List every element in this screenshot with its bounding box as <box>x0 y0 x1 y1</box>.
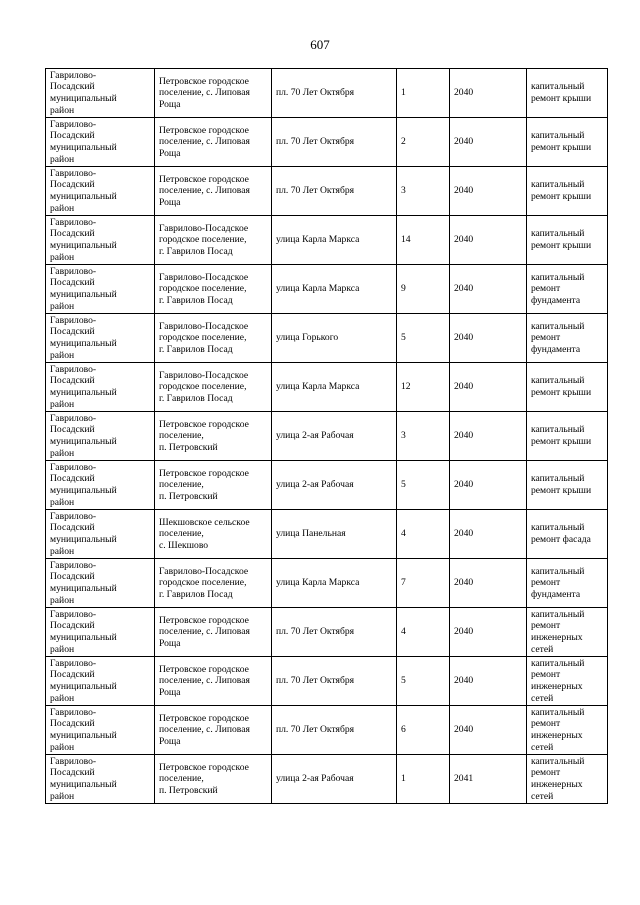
cell-line: Петровское городское <box>159 663 249 675</box>
year-cell: 2040 <box>450 265 527 314</box>
cell-line: ремонт фасада <box>531 534 591 545</box>
cell-line: район <box>50 300 75 312</box>
table-row <box>46 461 608 510</box>
cell-line: муниципальный <box>50 632 117 643</box>
table-row <box>46 706 608 755</box>
work-type-cell <box>527 706 608 755</box>
cell-line: поселение, <box>159 528 204 540</box>
cell-line: с. Шекшово <box>159 539 209 551</box>
cell-line: Роща <box>159 196 181 208</box>
cell-line: Гаврилово- <box>50 608 97 620</box>
settlement-cell <box>155 510 272 559</box>
district-cell <box>46 314 155 363</box>
work-type-cell <box>527 118 608 167</box>
cell-line: поселение, с. Липовая <box>159 185 250 197</box>
cell-line: муниципальный <box>50 779 117 790</box>
cell-line: район <box>50 692 75 704</box>
cell-line: Гаврилово-Посадское <box>159 222 249 234</box>
cell-line: капитальный <box>531 657 585 669</box>
work-type-cell <box>527 608 608 657</box>
cell-line: поселение, с. Липовая <box>159 87 250 99</box>
work-type-cell <box>527 559 608 608</box>
cell-line: сетей <box>531 692 554 704</box>
cell-line: г. Гаврилов Посад <box>159 294 233 306</box>
cell-line: городское поселение, <box>159 283 247 295</box>
district-cell <box>46 559 155 608</box>
cell-line: ремонт <box>531 283 561 295</box>
cell-line: капитальный <box>531 424 585 436</box>
house-number-cell: 4 <box>397 608 450 657</box>
cell-line: Посадский <box>50 375 95 387</box>
cell-line: Роща <box>159 686 181 698</box>
cell-line: Роща <box>159 637 181 649</box>
cell-line: Гаврилово- <box>50 657 97 669</box>
table-body <box>46 69 608 804</box>
year-cell: 2040 <box>450 559 527 608</box>
cell-line: Роща <box>159 735 181 747</box>
cell-line: Посадский <box>50 571 95 583</box>
settlement-cell <box>155 657 272 706</box>
cell-line: муниципальный <box>50 240 117 251</box>
cell-line: Посадский <box>50 522 95 534</box>
cell-line: сетей <box>531 790 554 802</box>
table-row <box>46 265 608 314</box>
cell-line: муниципальный <box>50 387 117 398</box>
cell-line: Роща <box>159 98 181 110</box>
cell-line: капитальный <box>531 608 585 620</box>
cell-line: капитальный <box>531 565 585 577</box>
year-cell: 2040 <box>450 657 527 706</box>
cell-line: Гаврилово- <box>50 755 97 767</box>
house-number-cell: 4 <box>397 510 450 559</box>
settlement-cell <box>155 363 272 412</box>
house-number-cell: 7 <box>397 559 450 608</box>
cell-line: ремонт крыши <box>531 240 592 251</box>
cell-line: поселение, <box>159 773 204 785</box>
cell-line: Посадский <box>50 473 95 485</box>
table-row <box>46 559 608 608</box>
cell-line: муниципальный <box>50 289 117 300</box>
cell-line: Посадский <box>50 424 95 436</box>
cell-line: Гаврилово- <box>50 265 97 277</box>
work-type-cell <box>527 167 608 216</box>
cell-line: Посадский <box>50 228 95 240</box>
cell-line: Гаврилово- <box>50 412 97 424</box>
year-cell: 2040 <box>450 363 527 412</box>
cell-line: Петровское городское <box>159 173 249 185</box>
house-number-cell: 1 <box>397 69 450 118</box>
house-number-cell: 5 <box>397 657 450 706</box>
work-type-cell <box>527 510 608 559</box>
street-cell: улица Карла Маркса <box>272 363 397 412</box>
work-type-cell <box>527 265 608 314</box>
cell-line: Шекшовское сельское <box>159 516 250 528</box>
year-cell: 2040 <box>450 167 527 216</box>
cell-line: Гаврилово- <box>50 69 97 81</box>
cell-line: район <box>50 790 75 802</box>
cell-line: инженерных <box>531 730 583 741</box>
district-cell <box>46 363 155 412</box>
street-cell: пл. 70 Лет Октября <box>272 657 397 706</box>
settlement-cell <box>155 706 272 755</box>
year-cell: 2040 <box>450 510 527 559</box>
street-cell: улица Горького <box>272 314 397 363</box>
house-number-cell: 6 <box>397 706 450 755</box>
year-cell: 2040 <box>450 314 527 363</box>
district-cell <box>46 755 155 804</box>
work-type-cell <box>527 216 608 265</box>
district-cell <box>46 265 155 314</box>
table-row <box>46 363 608 412</box>
house-number-cell: 3 <box>397 167 450 216</box>
cell-line: ремонт крыши <box>531 387 592 398</box>
settlement-cell <box>155 412 272 461</box>
year-cell: 2040 <box>450 118 527 167</box>
cell-line: ремонт <box>531 620 561 632</box>
cell-line: Гаврилово- <box>50 118 97 130</box>
year-cell: 2041 <box>450 755 527 804</box>
cell-line: Петровское городское <box>159 761 249 773</box>
cell-line: капитальный <box>531 130 585 142</box>
cell-line: район <box>50 104 75 116</box>
cell-line: Петровское городское <box>159 467 249 479</box>
cell-line: район <box>50 398 75 410</box>
cell-line: инженерных <box>531 681 583 692</box>
cell-line: ремонт крыши <box>531 93 592 104</box>
table-row <box>46 412 608 461</box>
cell-line: Посадский <box>50 130 95 142</box>
cell-line: Гаврилово- <box>50 167 97 179</box>
district-cell <box>46 461 155 510</box>
table-row <box>46 510 608 559</box>
cell-line: муниципальный <box>50 142 117 153</box>
cell-line: Посадский <box>50 326 95 338</box>
cell-line: п. Петровский <box>159 490 218 502</box>
cell-line: сетей <box>531 643 554 655</box>
cell-line: район <box>50 251 75 263</box>
year-cell: 2040 <box>450 412 527 461</box>
cell-line: инженерных <box>531 632 583 643</box>
street-cell: улица Карла Маркса <box>272 265 397 314</box>
table-row <box>46 755 608 804</box>
cell-line: капитальный <box>531 320 585 332</box>
cell-line: капитальный <box>531 473 585 485</box>
cell-line: г. Гаврилов Посад <box>159 588 233 600</box>
work-type-cell <box>527 363 608 412</box>
cell-line: Посадский <box>50 620 95 632</box>
settlement-cell <box>155 755 272 804</box>
cell-line: Гаврилово- <box>50 510 97 522</box>
page-number: 607 <box>310 37 330 52</box>
cell-line: Посадский <box>50 669 95 681</box>
street-cell: улица 2-ая Рабочая <box>272 461 397 510</box>
cell-line: ремонт <box>531 767 561 779</box>
street-cell: пл. 70 Лет Октября <box>272 167 397 216</box>
cell-line: Роща <box>159 147 181 159</box>
work-type-cell <box>527 755 608 804</box>
settlement-cell <box>155 216 272 265</box>
cell-line: Петровское городское <box>159 614 249 626</box>
cell-line: Посадский <box>50 277 95 289</box>
cell-line: муниципальный <box>50 730 117 741</box>
cell-line: ремонт крыши <box>531 142 592 153</box>
settlement-cell <box>155 69 272 118</box>
cell-line: поселение, с. Липовая <box>159 136 250 148</box>
cell-line: ремонт <box>531 718 561 730</box>
cell-line: район <box>50 741 75 753</box>
cell-line: Гаврилово- <box>50 559 97 571</box>
cell-line: Гаврилово-Посадское <box>159 271 249 283</box>
cell-line: Гаврилово-Посадское <box>159 320 249 332</box>
cell-line: поселение, с. Липовая <box>159 724 250 736</box>
cell-line: капитальный <box>531 81 585 93</box>
street-cell: пл. 70 Лет Октября <box>272 608 397 657</box>
district-cell <box>46 167 155 216</box>
district-cell <box>46 118 155 167</box>
cell-line: Гаврилово-Посадское <box>159 565 249 577</box>
cell-line: муниципальный <box>50 436 117 447</box>
cell-line: Петровское городское <box>159 418 249 430</box>
cell-line: фундамента <box>531 294 581 306</box>
cell-line: район <box>50 202 75 214</box>
cell-line: п. Петровский <box>159 441 218 453</box>
house-number-cell: 12 <box>397 363 450 412</box>
cell-line: район <box>50 545 75 557</box>
table-row <box>46 608 608 657</box>
cell-line: ремонт крыши <box>531 436 592 447</box>
district-cell <box>46 412 155 461</box>
table-row <box>46 167 608 216</box>
cell-line: городское поселение, <box>159 234 247 246</box>
street-cell: улица Панельная <box>272 510 397 559</box>
work-type-cell <box>527 314 608 363</box>
cell-line: г. Гаврилов Посад <box>159 343 233 355</box>
cell-line: муниципальный <box>50 485 117 496</box>
table-row <box>46 69 608 118</box>
cell-line: Гаврилово- <box>50 216 97 228</box>
cell-line: Посадский <box>50 179 95 191</box>
year-cell: 2040 <box>450 216 527 265</box>
cell-line: муниципальный <box>50 534 117 545</box>
house-number-cell: 5 <box>397 461 450 510</box>
table-row <box>46 657 608 706</box>
cell-line: Гаврилово- <box>50 363 97 375</box>
cell-line: Петровское городское <box>159 712 249 724</box>
cell-line: капитальный <box>531 179 585 191</box>
district-cell <box>46 608 155 657</box>
house-number-cell: 14 <box>397 216 450 265</box>
cell-line: район <box>50 643 75 655</box>
street-cell: пл. 70 Лет Октября <box>272 706 397 755</box>
table-row <box>46 314 608 363</box>
house-number-cell: 5 <box>397 314 450 363</box>
cell-line: Посадский <box>50 767 95 779</box>
cell-line: фундамента <box>531 588 581 600</box>
work-type-cell <box>527 69 608 118</box>
district-cell <box>46 510 155 559</box>
settlement-cell <box>155 461 272 510</box>
cell-line: Петровское городское <box>159 124 249 136</box>
repair-schedule-table <box>45 68 608 804</box>
district-cell <box>46 69 155 118</box>
cell-line: муниципальный <box>50 338 117 349</box>
settlement-cell <box>155 559 272 608</box>
house-number-cell: 1 <box>397 755 450 804</box>
district-cell <box>46 706 155 755</box>
settlement-cell <box>155 118 272 167</box>
cell-line: капитальный <box>531 522 585 534</box>
cell-line: п. Петровский <box>159 784 218 796</box>
cell-line: капитальный <box>531 375 585 387</box>
work-type-cell <box>527 461 608 510</box>
cell-line: поселение, <box>159 430 204 442</box>
street-cell: пл. 70 Лет Октября <box>272 118 397 167</box>
street-cell: улица Карла Маркса <box>272 559 397 608</box>
cell-line: муниципальный <box>50 681 117 692</box>
work-type-cell <box>527 657 608 706</box>
cell-line: Посадский <box>50 81 95 93</box>
cell-line: район <box>50 349 75 361</box>
cell-line: ремонт <box>531 669 561 681</box>
cell-line: Гаврилово- <box>50 461 97 473</box>
house-number-cell: 3 <box>397 412 450 461</box>
work-type-cell <box>527 412 608 461</box>
cell-line: капитальный <box>531 706 585 718</box>
cell-line: ремонт крыши <box>531 191 592 202</box>
cell-line: г. Гаврилов Посад <box>159 245 233 257</box>
street-cell: пл. 70 Лет Октября <box>272 69 397 118</box>
cell-line: сетей <box>531 741 554 753</box>
house-number-cell: 2 <box>397 118 450 167</box>
cell-line: капитальный <box>531 755 585 767</box>
district-cell <box>46 216 155 265</box>
cell-line: Посадский <box>50 718 95 730</box>
cell-line: капитальный <box>531 271 585 283</box>
table-row <box>46 216 608 265</box>
cell-line: городское поселение, <box>159 577 247 589</box>
settlement-cell <box>155 167 272 216</box>
cell-line: городское поселение, <box>159 381 247 393</box>
cell-line: ремонт <box>531 332 561 344</box>
cell-line: район <box>50 153 75 165</box>
street-cell: улица 2-ая Рабочая <box>272 755 397 804</box>
street-cell: улица 2-ая Рабочая <box>272 412 397 461</box>
year-cell: 2040 <box>450 461 527 510</box>
cell-line: инженерных <box>531 779 583 790</box>
settlement-cell <box>155 314 272 363</box>
cell-line: ремонт <box>531 577 561 589</box>
year-cell: 2040 <box>450 706 527 755</box>
settlement-cell <box>155 608 272 657</box>
cell-line: Петровское городское <box>159 75 249 87</box>
year-cell: 2040 <box>450 69 527 118</box>
cell-line: муниципальный <box>50 93 117 104</box>
year-cell: 2040 <box>450 608 527 657</box>
cell-line: фундамента <box>531 343 581 355</box>
cell-line: Гаврилово- <box>50 706 97 718</box>
street-cell: улица Карла Маркса <box>272 216 397 265</box>
cell-line: ремонт крыши <box>531 485 592 496</box>
cell-line: муниципальный <box>50 583 117 594</box>
cell-line: поселение, с. Липовая <box>159 675 250 687</box>
cell-line: район <box>50 447 75 459</box>
house-number-cell: 9 <box>397 265 450 314</box>
cell-line: муниципальный <box>50 191 117 202</box>
cell-line: поселение, <box>159 479 204 491</box>
cell-line: район <box>50 594 75 606</box>
district-cell <box>46 657 155 706</box>
cell-line: Гаврилово- <box>50 314 97 326</box>
cell-line: городское поселение, <box>159 332 247 344</box>
cell-line: г. Гаврилов Посад <box>159 392 233 404</box>
cell-line: Гаврилово-Посадское <box>159 369 249 381</box>
settlement-cell <box>155 265 272 314</box>
cell-line: поселение, с. Липовая <box>159 626 250 638</box>
table-row <box>46 118 608 167</box>
cell-line: район <box>50 496 75 508</box>
cell-line: капитальный <box>531 228 585 240</box>
